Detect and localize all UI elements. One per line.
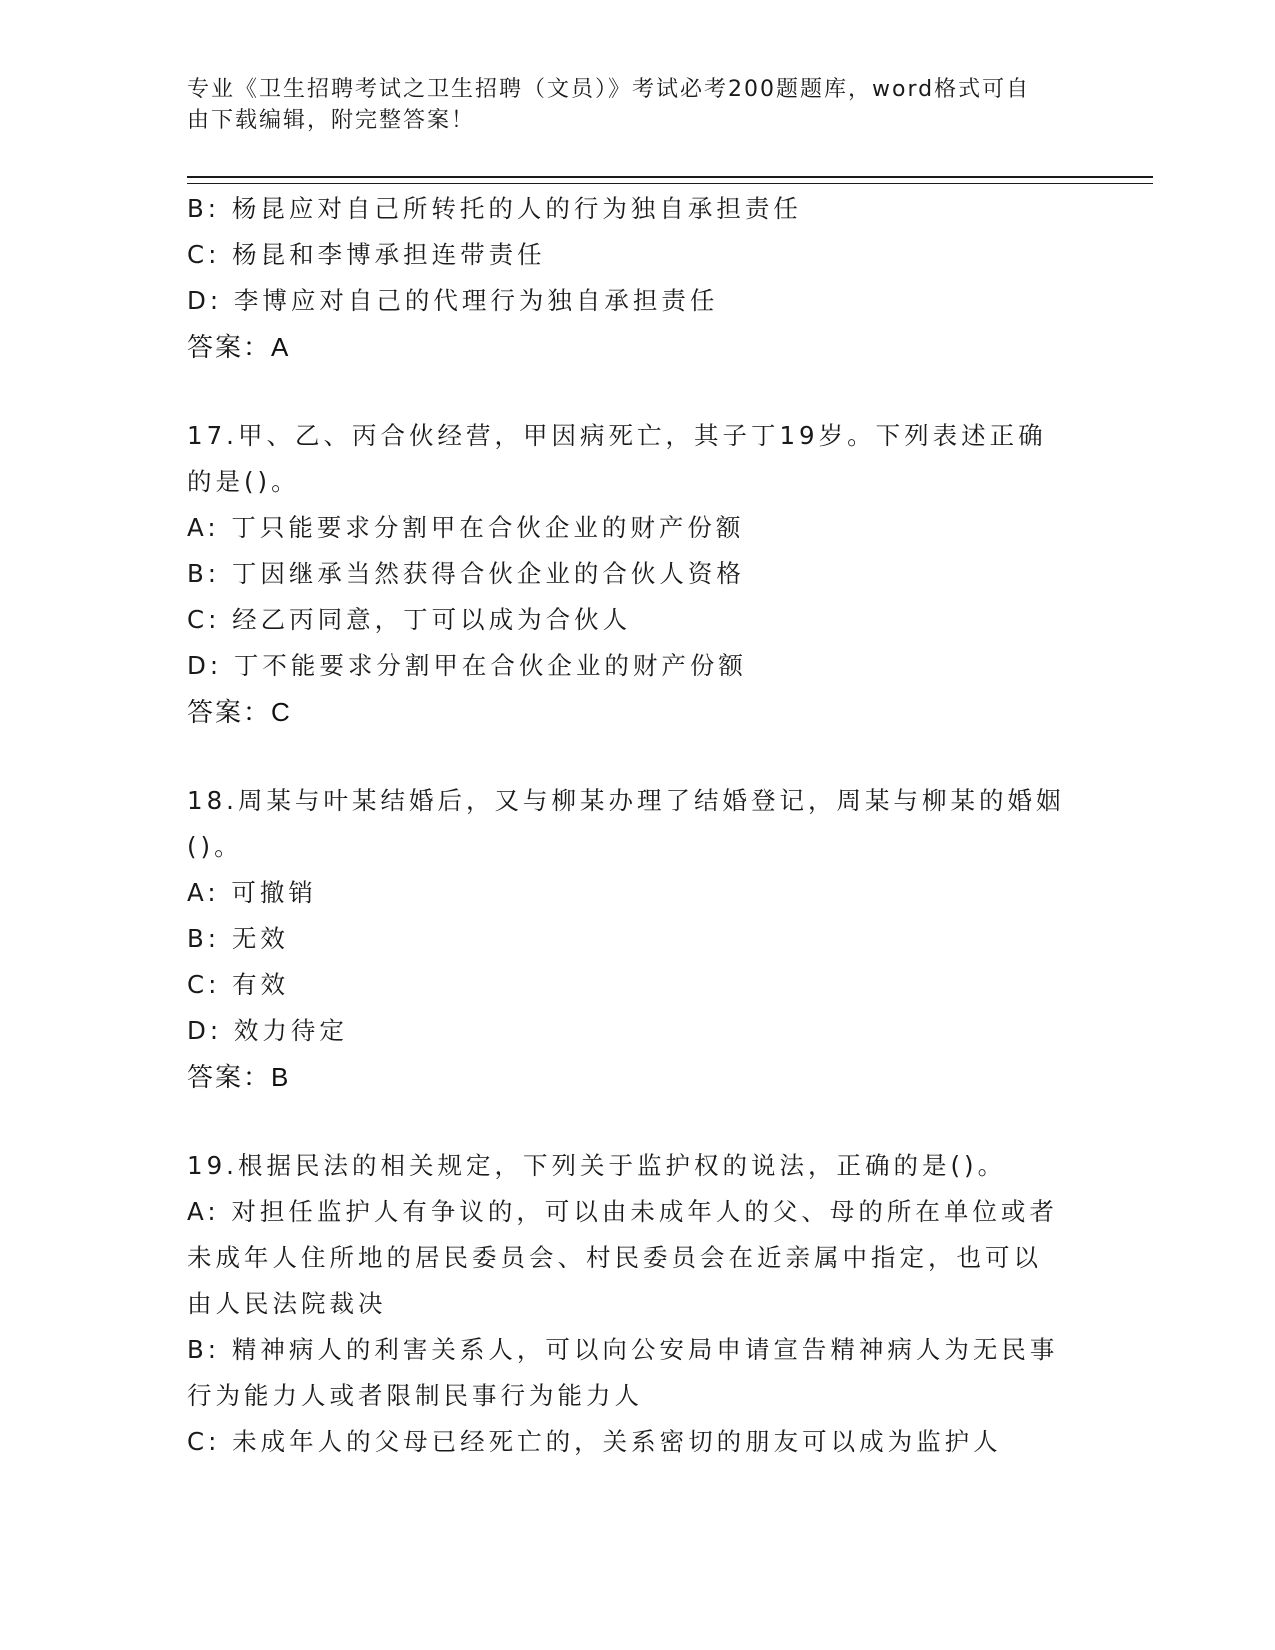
- option-a: A: 丁只能要求分割甲在合伙企业的财产份额: [187, 513, 745, 542]
- question-stem: 19.根据民法的相关规定，下列关于监护权的说法，正确的是()。: [187, 1151, 1007, 1180]
- document-body: [187, 186, 1087, 1465]
- option-c: C: 未成年人的父母已经死亡的，关系密切的朋友可以成为监护人: [187, 1427, 1002, 1456]
- header-line: 由下载编辑，附完整答案！: [187, 108, 476, 133]
- question-17: [187, 413, 1087, 735]
- answer-line: 答案：A: [187, 332, 291, 362]
- header-divider-thick: [187, 176, 1153, 178]
- spacer: [187, 735, 1087, 778]
- answer-line: 答案：C: [187, 697, 292, 727]
- option-a: A: 可撤销: [187, 878, 317, 907]
- question-16-continuation: [187, 186, 1087, 370]
- option-b: B: 杨昆应对自己所转托的人的行为独自承担责任: [187, 194, 802, 223]
- header-line: 专业《卫生招聘考试之卫生招聘（文员）》考试必考200题题库，word格式可自: [187, 77, 1031, 102]
- option-d: D: 效力待定: [187, 1016, 348, 1045]
- question-18: [187, 778, 1087, 1100]
- option-a-continued: 由人民法院裁决: [187, 1289, 387, 1318]
- option-b: B: 精神病人的利害关系人，可以向公安局申请宣告精神病人为无民事: [187, 1335, 1059, 1364]
- option-c: C: 经乙丙同意，丁可以成为合伙人: [187, 605, 632, 634]
- document-header: [187, 74, 1087, 136]
- option-c: C: 杨昆和李博承担连带责任: [187, 240, 546, 269]
- spacer: [187, 370, 1087, 413]
- option-b-continued: 行为能力人或者限制民事行为能力人: [187, 1381, 643, 1410]
- option-d: D: 丁不能要求分割甲在合伙企业的财产份额: [187, 651, 747, 680]
- header-divider-thin: [187, 183, 1153, 184]
- question-stem: ()。: [187, 832, 243, 861]
- spacer: [187, 1100, 1087, 1143]
- option-b: B: 无效: [187, 924, 289, 953]
- answer-line: 答案：B: [187, 1062, 291, 1092]
- option-b: B: 丁因继承当然获得合伙企业的合伙人资格: [187, 559, 745, 588]
- question-stem: 18.周某与叶某结婚后，又与柳某办理了结婚登记，周某与柳某的婚姻: [187, 786, 1065, 815]
- question-stem: 的是()。: [187, 467, 300, 496]
- option-c: C: 有效: [187, 970, 290, 999]
- option-a-continued: 未成年人住所地的居民委员会、村民委员会在近亲属中指定，也可以: [187, 1243, 1042, 1272]
- option-a: A: 对担任监护人有争议的，可以由未成年人的父、母的所在单位或者: [187, 1197, 1058, 1226]
- option-d: D: 李博应对自己的代理行为独自承担责任: [187, 286, 719, 315]
- question-stem: 17.甲、乙、丙合伙经营，甲因病死亡，其子丁19岁。下列表述正确: [187, 421, 1047, 450]
- question-19: [187, 1143, 1087, 1465]
